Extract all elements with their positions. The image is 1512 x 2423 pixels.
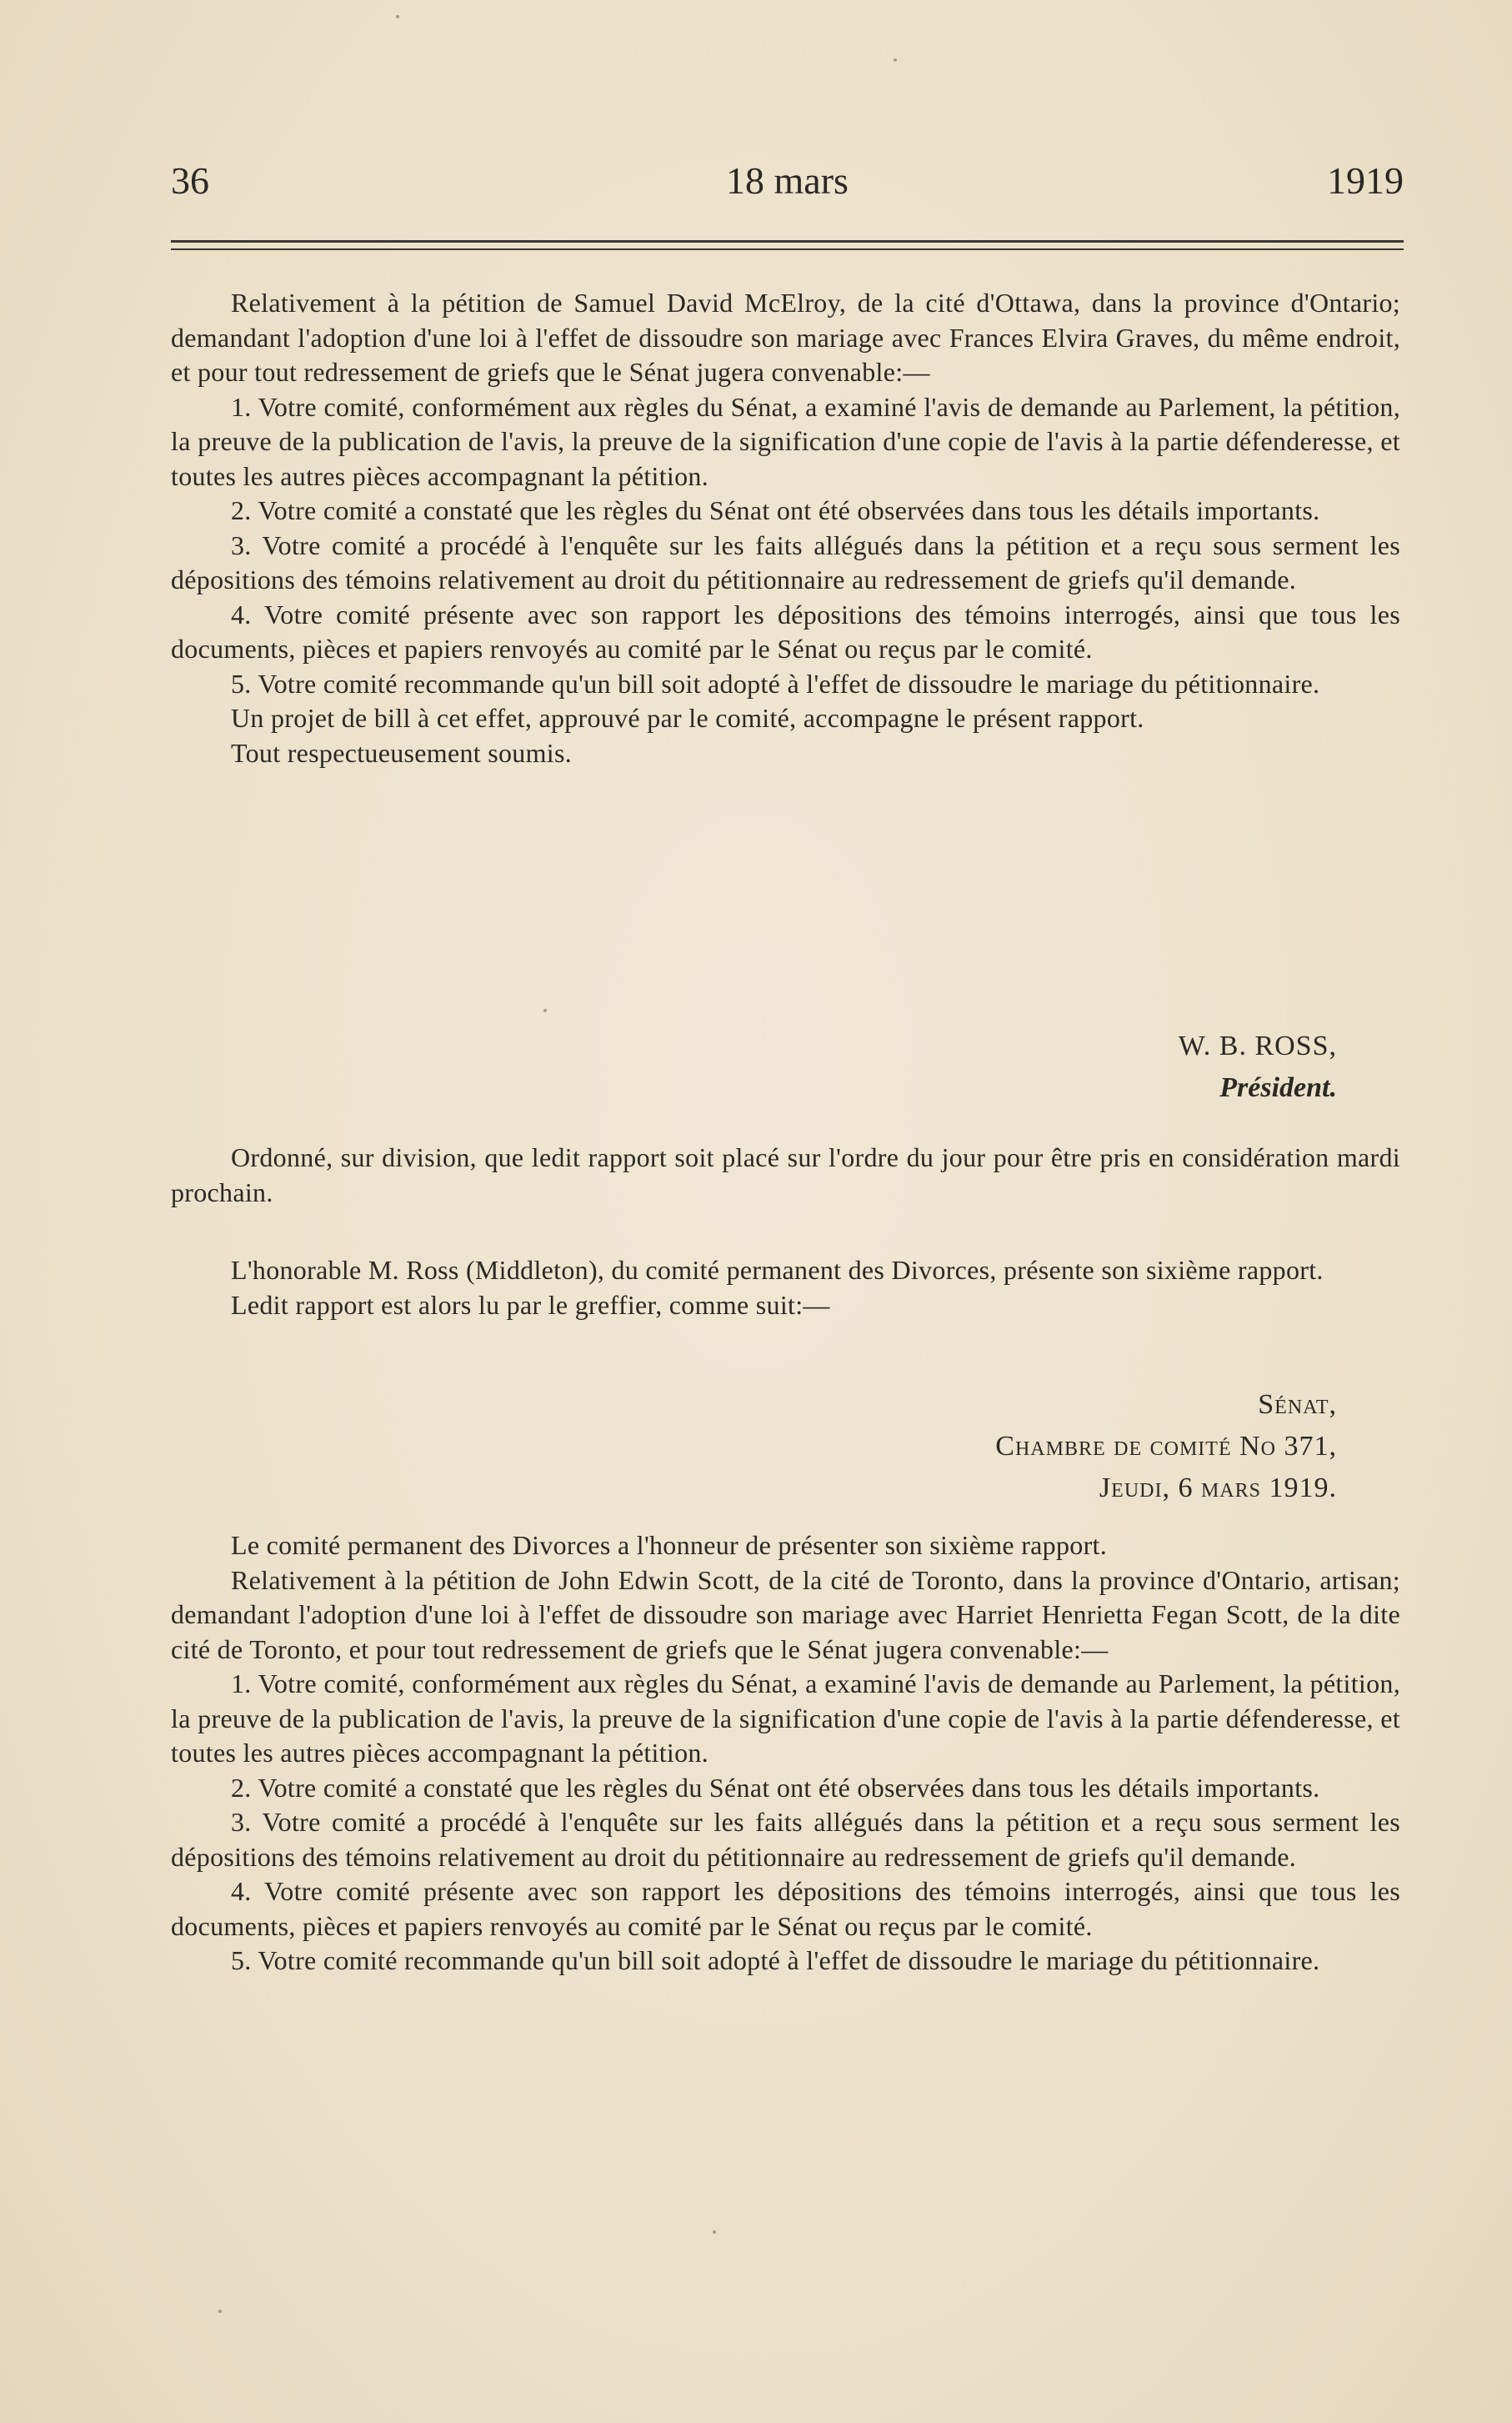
report-two-intro: Relativement à la pétition de John Edwin Scott, de la cité de Toronto, dans la province d'Ontario, artisan; demandant l'adoption d'une loi à l'effet de dissoudre son mariage avec Harriet Henrietta Fegan Scott, de la dite cité de Toronto, et pour tout redressement de griefs que le Sénat jugera convenable:—	[171, 1564, 1400, 1664]
heading-senate: Sénat,	[1258, 1389, 1337, 1420]
signature-title: Président.	[1219, 1072, 1337, 1103]
heading-chamber: Chambre de comité No 371,	[995, 1431, 1337, 1462]
order-text: Ordonné, sur division, que ledit rapport soit placé sur l'ordre du jour pour être pris en considération mardi prochain.	[171, 1142, 1400, 1207]
header-rule	[171, 240, 1404, 243]
report-two-opening: Le comité permanent des Divorces a l'honneur de présenter son sixième rapport.	[231, 1530, 1108, 1560]
signature-block	[1179, 1026, 1337, 1109]
report-one-intro: Relativement à la pétition de Samuel David McElroy, de la cité d'Ottawa, dans la province d'Ontario; demandant l'adoption d'une loi à l'effet de dissoudre son mariage avec Frances Elvira Graves, du même endroit, et pour tout redressement de griefs que le Sénat jugera convenable:—	[171, 288, 1400, 387]
header-date: 18 mars	[726, 159, 849, 202]
report-one-closing: Tout respectueusement soumis.	[231, 737, 573, 768]
page-header	[171, 158, 1404, 217]
presentation-paragraphs	[171, 1253, 1400, 1322]
report-two-item-4: 4. Votre comité présente avec son rapport les dépositions des témoins interrogés, ainsi que tous les documents, pièces et papiers renvoyés au comité par le Sénat ou reçus par le comité.	[171, 1876, 1400, 1941]
report-one-item-2: 2. Votre comité a constaté que les règles du Sénat ont été observées dans tous les détails importants.	[231, 495, 1320, 525]
paper-speck	[396, 15, 399, 18]
header-rule-thin	[171, 248, 1404, 250]
header-year: 1919	[1327, 159, 1404, 202]
report-two-item-5: 5. Votre comité recommande qu'un bill soit adopté à l'effet de dissoudre le mariage du pétitionnaire.	[231, 1945, 1320, 1975]
report-one-item-4: 4. Votre comité présente avec son rapport les dépositions des témoins interrogés, ainsi que tous les documents, pièces et papiers renvoyés au comité par le Sénat ou reçus par le comité.	[171, 599, 1400, 664]
report-one-item-5: 5. Votre comité recommande qu'un bill soit adopté à l'effet de dissoudre le mariage du pétitionnaire.	[231, 668, 1320, 699]
reading-text: Ledit rapport est alors lu par le greffier, comme suit:—	[231, 1289, 830, 1320]
paper-speck	[894, 58, 897, 62]
paper-speck	[713, 2230, 716, 2234]
paper-speck	[543, 1009, 547, 1012]
report-two-item-1: 1. Votre comité, conformément aux règles du Sénat, a examiné l'avis de demande au Parlement, la pétition, la preuve de la publication de l'avis, la preuve de la signification d'une copie de l'avis à la partie défenderesse, et toutes les autres pièces accompagnant la pétition.	[171, 1668, 1400, 1768]
report-heading	[995, 1384, 1337, 1509]
heading-date: Jeudi, 6 mars 1919.	[1099, 1472, 1337, 1503]
order-paragraph	[171, 1141, 1400, 1210]
report-one-item-1: 1. Votre comité, conformément aux règles du Sénat, a examiné l'avis de demande au Parlement, la pétition, la preuve de la publication de l'avis, la preuve de la signification d'une copie de l'avis à la partie défenderesse, et toutes les autres pièces accompagnant la pétition.	[171, 391, 1400, 491]
report-two-body	[171, 1528, 1400, 1979]
report-one-bill: Un projet de bill à cet effet, approuvé par le comité, accompagne le présent rapport.	[231, 703, 1144, 733]
presentation-text: L'honorable M. Ross (Middleton), du comité permanent des Divorces, présente son sixième rapport.	[231, 1255, 1324, 1285]
report-one-item-3: 3. Votre comité a procédé à l'enquête sur les faits allégués dans la pétition et a reçu sous serment les dépositions des témoins relativement au droit du pétitionnaire au redressement de griefs qu'il demande.	[171, 529, 1400, 594]
paper-speck	[218, 2310, 222, 2313]
report-two-item-2: 2. Votre comité a constaté que les règles du Sénat ont été observées dans tous les détails importants.	[231, 1772, 1320, 1803]
report-two-item-3: 3. Votre comité a procédé à l'enquête sur les faits allégués dans la pétition et a reçu sous serment les dépositions des témoins relativement au droit du pétitionnaire au redressement de griefs qu'il demande.	[171, 1807, 1400, 1872]
report-one-body	[171, 286, 1400, 770]
page-number: 36	[171, 159, 209, 202]
signature-name: W. B. ROSS,	[1178, 1031, 1337, 1061]
